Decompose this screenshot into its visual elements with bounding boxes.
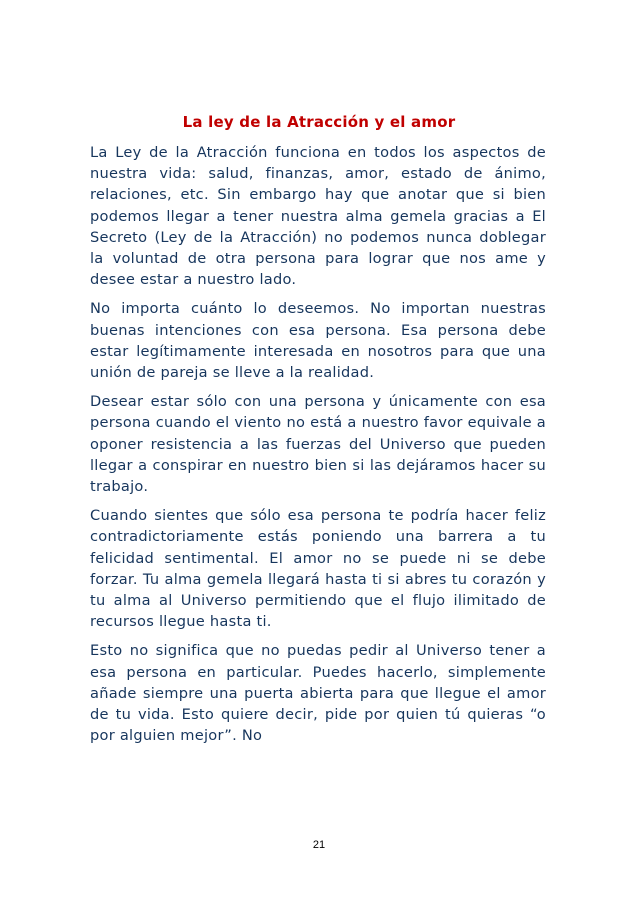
page-number: 21 (312, 839, 326, 851)
body-text (90, 142, 546, 754)
paragraph-4: Cuando sientes que sólo esa persona te podría hacer feliz contradictoriamente estás poniendo una barrera a tu felicidad sentimental. El amor no se puede ni se debe forzar. Tu alma gemela llegará hasta ti si abres tu corazón y tu alma al Universo permitiendo que el flujo ilimitado de recursos llegue hasta ti. (90, 507, 546, 631)
paragraph-3: Desear estar sólo con una persona y únicamente con esa persona cuando el viento no está a nuestro favor equivale a oponer resistencia a las fuerzas del Universo que pueden llegar a conspirar en nuestro bien si las dejáramos hacer su trabajo. (90, 393, 546, 496)
paragraph-5: Esto no significa que no puedas pedir al Universo tener a esa persona en particular. Puedes hacerlo, simplemente añade siempre una puerta abierta para que llegue el amor de tu vida. Esto quiere decir, pide por quien tú quieras “o por alguien mejor”. No (90, 642, 546, 745)
paragraph-1: La Ley de la Atracción funciona en todos los aspectos de nuestra vida: salud, finanzas, amor, estado de ánimo, relaciones, etc. Sin embargo hay que anotar que si bien podemos llegar a tener nuestra alma gemela gracias a El Secreto (Ley de la Atracción) no podemos nunca doblegar la voluntad de otra persona para lograr que nos ame y desee estar a nuestro lado. (90, 144, 546, 289)
page-title: La ley de la Atracción y el amor (182, 113, 456, 131)
paragraph-2: No importa cuánto lo deseemos. No importan nuestras buenas intenciones con esa persona. Esa persona debe estar legítimamente interesada en nosotros para que una unión de pareja se lleve a la realidad. (90, 300, 546, 382)
